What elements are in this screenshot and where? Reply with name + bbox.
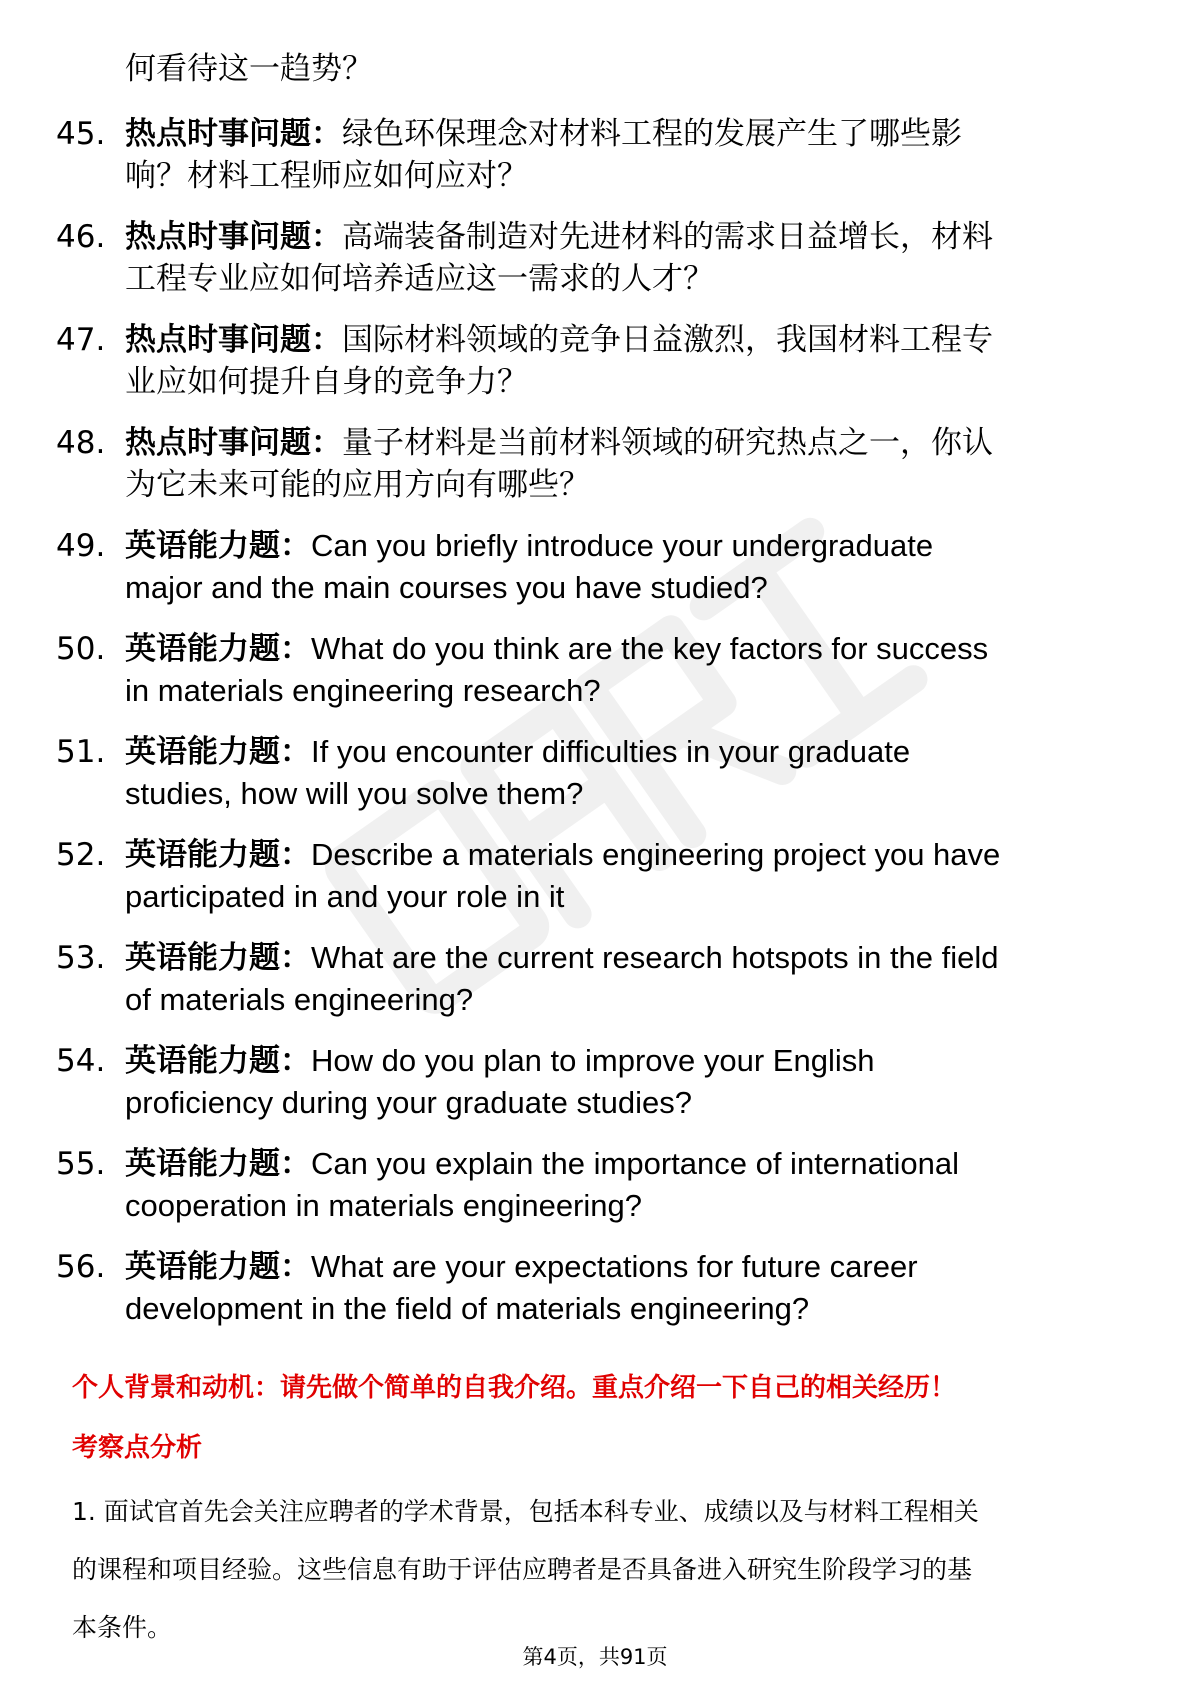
question-number: 55. <box>56 1146 106 1182</box>
question-number: 54. <box>56 1043 106 1079</box>
question-category: 热点时事问题： <box>125 425 342 461</box>
question-text-line2: in materials engineering research? <box>125 673 601 708</box>
question-number: 56. <box>56 1249 106 1285</box>
question-category: 英语能力题： <box>125 528 311 563</box>
question-text-line1: What do you think are the key factors for success <box>311 631 989 666</box>
question-text-line2: proficiency during your graduate studies? <box>125 1085 692 1120</box>
question-item <box>56 937 1136 1021</box>
question-category: 英语能力题： <box>125 940 311 975</box>
motivation-heading: 个人背景和动机：请先做个简单的自我介绍。重点介绍一下自己的相关经历！ <box>72 1373 957 1403</box>
question-category: 英语能力题： <box>125 1043 311 1078</box>
question-text-line2: major and the main courses you have studied? <box>125 570 768 605</box>
question-text-line1: What are the current research hotspots in the field <box>311 940 999 975</box>
question-item <box>56 1246 1136 1330</box>
question-number: 46. <box>56 219 106 255</box>
question-category: 英语能力题： <box>125 1249 311 1284</box>
question-item <box>56 1040 1136 1124</box>
question-number: 48. <box>56 425 106 461</box>
question-item <box>56 525 1136 609</box>
question-text-line2: 工程专业应如何培养适应这一需求的人才？ <box>125 261 714 297</box>
question-text-line2: cooperation in materials engineering? <box>125 1188 642 1223</box>
question-number: 47. <box>56 322 106 358</box>
question-item <box>56 834 1136 918</box>
question-item <box>56 1143 1136 1227</box>
question-text-line1: 绿色环保理念对材料工程的发展产生了哪些影 <box>342 116 962 152</box>
question-text-line2: participated in and your role in it <box>125 879 565 914</box>
question-category: 英语能力题： <box>125 837 311 872</box>
question-text-line2: 响？材料工程师应如何应对？ <box>125 158 528 194</box>
question-text-line1: 高端装备制造对先进材料的需求日益增长，材料 <box>342 219 993 255</box>
analysis-line: 1. 面试官首先会关注应聘者的学术背景，包括本科专业、成绩以及与材料工程相关 <box>72 1497 979 1526</box>
question-text-line1: Can you explain the importance of international <box>311 1146 959 1181</box>
question-text-line2: 为它未来可能的应用方向有哪些？ <box>125 467 590 503</box>
question-text-line2: development in the field of materials engineering? <box>125 1291 810 1326</box>
question-category: 英语能力题： <box>125 734 311 769</box>
question-text-line1: 量子材料是当前材料领域的研究热点之一，你认 <box>342 425 993 461</box>
question-category: 热点时事问题： <box>125 116 342 152</box>
analysis-body <box>72 1483 1120 1657</box>
question-item <box>56 113 1136 197</box>
question-item <box>56 319 1136 403</box>
page-footer: 第4页，共91页 <box>522 1645 668 1669</box>
question-text-line1: What are your expectations for future career <box>311 1249 918 1284</box>
question-text-line2: studies, how will you solve them? <box>125 776 584 811</box>
question-item <box>56 628 1136 712</box>
question-category: 英语能力题： <box>125 1146 311 1181</box>
question-text-line2: 业应如何提升自身的竞争力？ <box>125 364 528 400</box>
question-text-line1: 国际材料领域的竞争日益激烈，我国材料工程专 <box>342 322 993 358</box>
question-item <box>56 422 1136 506</box>
question-number: 52. <box>56 837 106 873</box>
question-category: 热点时事问题： <box>125 219 342 255</box>
question-text-line2: of materials engineering? <box>125 982 474 1017</box>
question-number: 50. <box>56 631 106 667</box>
question-number: 53. <box>56 940 106 976</box>
question-category: 英语能力题： <box>125 631 311 666</box>
question-text-line1: Describe a materials engineering project you have <box>311 837 1001 872</box>
analysis-line: 的课程和项目经验。这些信息有助于评估应聘者是否具备进入研究生阶段学习的基 <box>72 1555 973 1584</box>
question-item <box>56 216 1136 300</box>
question-category: 热点时事问题： <box>125 322 342 358</box>
question-number: 45. <box>56 116 106 152</box>
question-text-line1: How do you plan to improve your English <box>311 1043 875 1078</box>
question-number: 49. <box>56 528 106 564</box>
question-item <box>56 731 1136 815</box>
question-number: 51. <box>56 734 106 770</box>
question-list <box>56 113 1136 1349</box>
question-text-line1: If you encounter difficulties in your graduate <box>311 734 911 769</box>
question-text-line1: Can you briefly introduce your undergraduate <box>311 528 934 563</box>
analysis-line: 本条件。 <box>72 1613 173 1642</box>
analysis-title: 考察点分析 <box>72 1433 203 1463</box>
continuation-line: 何看待这一趋势？ <box>125 51 373 87</box>
